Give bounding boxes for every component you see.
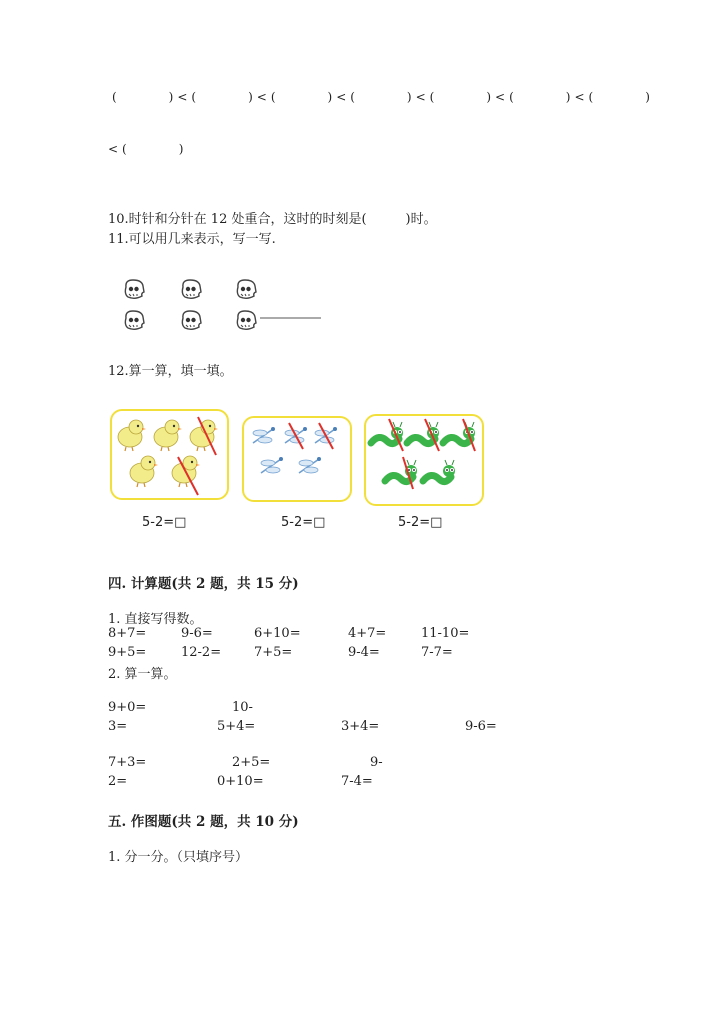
chick-icon: [190, 420, 218, 451]
calc-item: 9+5=: [108, 645, 147, 660]
chick-icon: [130, 456, 158, 487]
calc-item: 9-6=: [465, 719, 497, 734]
calc-item: 3+4=: [341, 719, 380, 734]
calc-item: 7-4=: [341, 774, 373, 789]
calc-item: 11-10=: [421, 626, 470, 641]
s4-question-1: 1. 直接写得数。: [108, 612, 203, 627]
equation-caterpillars: 5-2=□: [398, 515, 443, 530]
calc-item: 9-4=: [348, 645, 380, 660]
s5-question-1: 1. 分一分。（只填序号）: [108, 850, 249, 865]
skull-icon: [182, 280, 201, 298]
s4-question-2: 2. 算一算。: [108, 667, 177, 682]
dragonfly-picture: [245, 419, 349, 497]
calc-item: 9-: [370, 755, 383, 770]
calc-item: 12-2=: [181, 645, 222, 660]
chick-icon: [154, 420, 182, 451]
ordering-row-2: <( ): [108, 142, 188, 156]
skull-icon: [237, 280, 256, 298]
ordering-row-1: ( )<( )<( )<( )<( )<( )<( ): [112, 90, 654, 104]
dragonfly-icon: [299, 457, 321, 473]
caterpillar-icon: [385, 460, 417, 482]
calc-item: 7+5=: [254, 645, 293, 660]
calc-item: 9+0=: [108, 700, 147, 715]
calc-item: 3=: [108, 719, 128, 734]
calc-item: 2+5=: [232, 755, 271, 770]
dragonfly-icon: [261, 457, 283, 473]
question-12: 12.算一算，填一填。: [108, 364, 233, 379]
calc-item: 5+4=: [217, 719, 256, 734]
chick-icon: [118, 420, 146, 451]
calc-item: 0+10=: [217, 774, 264, 789]
skull-icons-group: [118, 275, 333, 340]
calc-item: 7+3=: [108, 755, 147, 770]
dragonfly-icon: [253, 427, 275, 443]
equation-chicks: 5-2=□: [142, 515, 187, 530]
caterpillar-icon: [423, 460, 455, 482]
skull-icon: [125, 311, 144, 329]
calc-item: 8+7=: [108, 626, 147, 641]
caterpillar-picture: [367, 417, 481, 501]
calc-item: 9-6=: [181, 626, 213, 641]
calc-item: 7-7=: [421, 645, 453, 660]
chick-picture: [112, 411, 227, 498]
section-4-title: 四. 计算题(共 2 题，共 15 分): [108, 576, 299, 592]
calc-item: 6+10=: [254, 626, 301, 641]
equation-dragonflies: 5-2=□: [281, 515, 326, 530]
skull-icon: [237, 311, 256, 329]
question-11: 11.可以用几来表示，写一写.: [108, 232, 276, 247]
skull-icon: [182, 311, 201, 329]
calc-item: 10-: [232, 700, 253, 715]
calc-item: 2=: [108, 774, 128, 789]
question-10: 10.时针和分针在 12 处重合，这时的时刻是( )时。: [108, 212, 437, 227]
skull-icon: [125, 280, 144, 298]
calc-item: 4+7=: [348, 626, 387, 641]
section-5-title: 五. 作图题(共 2 题，共 10 分): [108, 814, 299, 830]
